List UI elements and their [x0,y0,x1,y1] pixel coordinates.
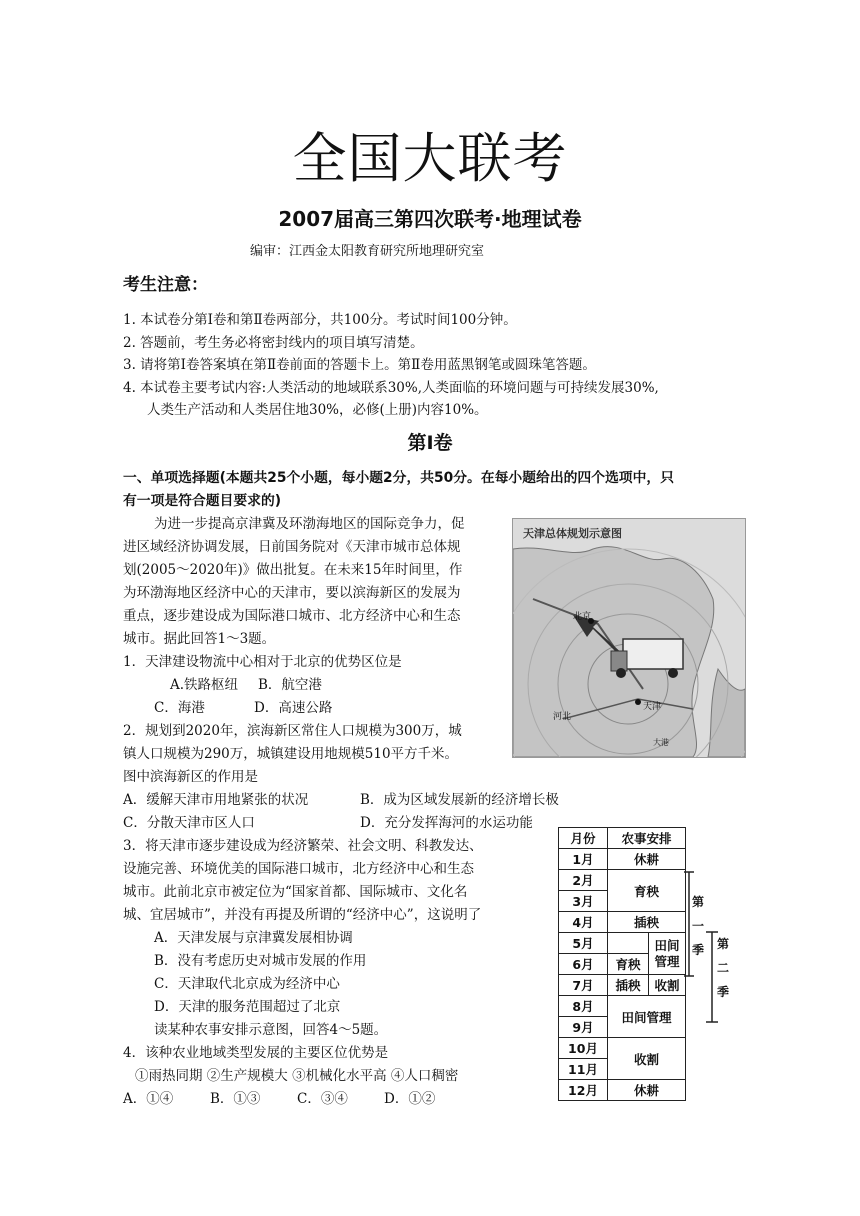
q1-option-a: A.铁路枢纽 [170,677,239,693]
farm-schedule-diagram [558,827,686,1101]
q2-stem-1: 2．规划到2020年，滨海新区常住人口规模为300万，城 [123,723,462,739]
task-harvest-2: 收割 [608,1038,686,1080]
notice-heading: 考生注意： [123,275,208,295]
passage-line-3: 划(2005～2020年)》做出批复。在未来15年时间里，作 [123,562,463,578]
main-title: 全国大联考 [292,127,568,190]
header-task: 农事安排 [608,828,686,849]
q1-option-d: D．高速公路 [254,700,333,716]
q2-stem-3: 图中滨海新区的作用是 [123,769,258,785]
q3-option-b: B．没有考虑历史对城市发展的作用 [154,953,367,969]
map-label-tianjin: 天津 [643,702,662,712]
q3-stem-3: 城市。此前北京市被定位为“国家首都、国际城市、文化名 [123,884,468,900]
passage-line-2: 进区域经济协调发展，日前国务院对《天津市城市总体规 [123,539,461,555]
month-10: 10月 [559,1038,608,1059]
month-12: 12月 [559,1080,608,1101]
q3-option-d: D．天津的服务范围超过了北京 [154,999,341,1015]
notice-item-4: 4. 本试卷主要考试内容:人类活动的地域联系30%,人类面临的环境问题与可持续发展30%, [123,380,659,396]
month-11: 11月 [559,1059,608,1080]
map-label-dagang: 大港 [653,738,669,747]
q4-options-list: ①雨热同期 ②生产规模大 ③机械化水平高 ④人口稠密 [135,1068,459,1084]
month-5: 5月 [559,933,608,954]
q3-option-c: C．天津取代北京成为经济中心 [154,976,340,992]
q2-option-a: A．缓解天津市用地紧张的状况 [123,792,309,808]
section-instruction-2: 有一项是符合题目要求的) [123,493,282,509]
month-4: 4月 [559,912,608,933]
notice-item-2: 2. 答题前，考生务必将密封线内的项目填写清楚。 [123,335,424,351]
map-label-beijing: 北京 [573,612,592,622]
sub-title: 2007届高三第四次联考·地理试卷 [278,207,582,231]
q4-option-d: D．①② [384,1091,436,1107]
task-harvest-1: 收割 [649,975,686,996]
notice-item-1: 1. 本试卷分第Ⅰ卷和第Ⅱ卷两部分，共100分。考试时间100分钟。 [123,312,517,328]
month-2: 2月 [559,870,608,891]
task-transplant-1: 插秧 [608,912,686,933]
month-9: 9月 [559,1017,608,1038]
month-1: 1月 [559,849,608,870]
section-instruction-1: 一、单项选择题(本题共25个小题，每小题2分，共50分。在每小题给出的四个选项中，只 [123,470,674,486]
editor-line: 编审：江西金太阳教育研究所地理研究室 [250,244,485,259]
task-rest-1: 休耕 [608,849,686,870]
q4-option-a: A．①④ [123,1091,174,1107]
notice-item-4-cont: 人类生产活动和人类居住地30%，必修(上册)内容10%。 [147,402,488,418]
map-title: 天津总体规划示意图 [523,527,622,540]
q2-option-c: C．分散天津市区人口 [123,815,255,831]
farm-schedule-table [558,827,686,1101]
header-month: 月份 [559,828,608,849]
month-6: 6月 [559,954,608,975]
task-field-management-2: 田间管理 [608,996,686,1038]
map-label-hebei: 河北 [553,712,572,722]
passage-line-5: 重点，逐步建设成为国际港口城市、北方经济中心和生态 [123,608,461,624]
season-2-label: 第二季 [717,937,730,999]
q4-option-b: B．①③ [210,1091,261,1107]
intro-4-5: 读某种农事安排示意图，回答4～5题。 [154,1022,388,1038]
passage-line-4: 为环渤海地区经济中心的天津市，要以滨海新区的发展为 [123,585,461,601]
month-8: 8月 [559,996,608,1017]
season-1-label: 第一季 [692,895,705,957]
task-empty [608,933,649,954]
q1-option-b: B．航空港 [258,677,322,693]
month-7: 7月 [559,975,608,996]
task-seedling-1: 育秧 [608,870,686,912]
q1-option-c: C．海港 [154,700,205,716]
section-heading: 第Ⅰ卷 [407,432,453,454]
q1-stem: 1．天津建设物流中心相对于北京的优势区位是 [123,654,402,670]
passage-line-1: 为进一步提高京津冀及环渤海地区的国际竞争力，促 [154,516,465,532]
task-rest-2: 休耕 [608,1080,686,1101]
task-seedling-2: 育秧 [608,954,649,975]
q4-stem: 4．该种农业地域类型发展的主要区位优势是 [123,1045,389,1061]
q3-option-a: A．天津发展与京津冀发展相协调 [154,930,353,946]
map-graphic [513,519,745,757]
q2-stem-2: 镇人口规模为290万，城镇建设用地规模510平方千米。 [123,746,459,762]
q3-stem-4: 城、宜居城市”，并没有再提及所谓的“经济中心”，这说明了 [123,907,482,923]
notice-item-3: 3. 请将第Ⅰ卷答案填在第Ⅱ卷前面的答题卡上。第Ⅱ卷用蓝黑钢笔或圆珠笔答题。 [123,357,596,373]
task-field-management-1: 田间管理 [649,933,686,975]
passage-line-6: 城市。据此回答1～3题。 [123,631,276,647]
q4-option-c: C．③④ [297,1091,348,1107]
task-transplant-2: 插秧 [608,975,649,996]
tianjin-plan-map [512,518,746,758]
q3-stem-1: 3．将天津市逐步建设成为经济繁荣、社会文明、科教发达、 [123,838,483,854]
q2-option-b: B．成为区域发展新的经济增长极 [360,792,559,808]
month-3: 3月 [559,891,608,912]
q3-stem-2: 设施完善、环境优美的国际港口城市，北方经济中心和生态 [123,861,474,877]
q2-option-d: D．充分发挥海河的水运功能 [360,815,533,831]
